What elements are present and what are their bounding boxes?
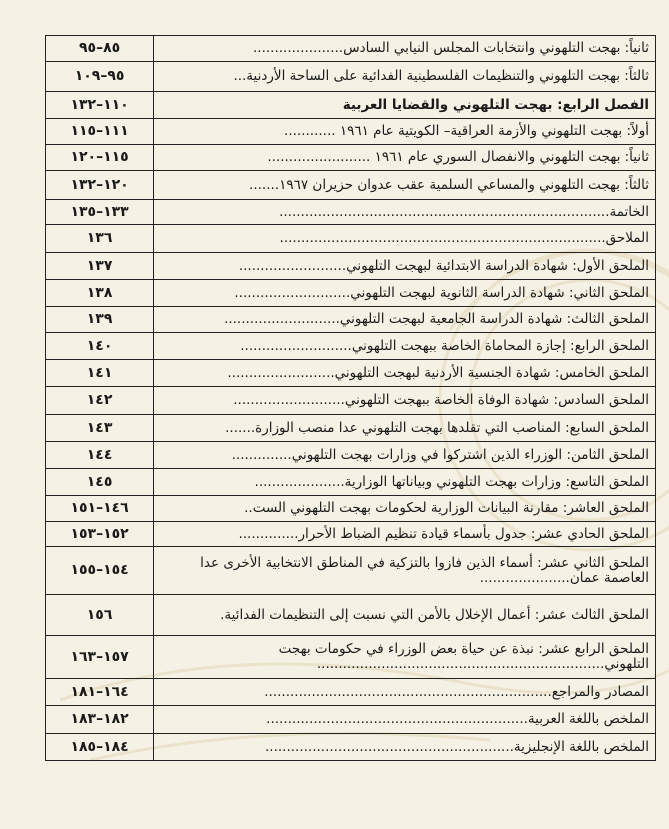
toc-row [46,679,656,706]
toc-entry-pages: ١٦٤–١٨١ [46,679,154,706]
toc-row [46,36,656,62]
toc-entry-title: ثالثاً: بهجت التلهوني والمساعي السلمية عقب عدوان حزيران ١٩٦٧....... [154,171,656,200]
toc-entry-pages: ١٣٩ [46,307,154,333]
toc-row [46,145,656,171]
toc-entry-pages: ١١٥–١٢٠ [46,145,154,171]
toc-entry-title: الملحق الثاني: شهادة الدراسة الثانوية لبهجت التلهوني........................... [154,280,656,307]
toc-entry-title: الملحق الأول: شهادة الدراسة الابتدائية لبهجت التلهوني......................... [154,253,656,280]
toc-entry-pages: ١٥٦ [46,595,154,636]
toc-entry-pages: ١١٠–١٣٢ [46,92,154,119]
toc-row [46,62,656,92]
toc-row [46,225,656,253]
toc-entry-title: الملخص باللغة العربية............................................................. [154,706,656,734]
toc-row [46,92,656,119]
toc-entry-title: الملحق الثاني عشر: أسماء الذين فازوا بالتزكية في المناطق الانتخابية الأخرى عدا العاصمة عمان..................... [154,547,656,595]
toc-row [46,253,656,280]
toc-entry-title: الملحق الرابع عشر: نبذة عن حياة بعض الوزراء في حكومات بهجت التلهوني................................................................... [154,636,656,679]
toc-row [46,415,656,442]
toc-entry-pages: ٨٥–٩٥ [46,36,154,62]
toc-row [46,442,656,469]
toc-row [46,595,656,636]
toc-entry-title: الملحق الخامس: شهادة الجنسية الأردنية لبهجت التلهوني......................... [154,360,656,387]
toc-row [46,307,656,333]
toc-entry-pages: ١٢٠–١٣٢ [46,171,154,200]
toc-entry-pages: ١٣٣–١٣٥ [46,200,154,225]
toc-entry-title: ثالثاً: بهجت التلهوني والتنظيمات الفلسطينية الفدائية على الساحة الأردنية... [154,62,656,92]
toc-row [46,496,656,522]
toc-entry-title: الملخص باللغة الإنجليزية.......................................................... [154,734,656,761]
toc-row [46,706,656,734]
toc-entry-title: الملحق الثامن: الوزراء الذين اشتركوا في وزارات بهجت التلهوني.............. [154,442,656,469]
toc-row [46,734,656,761]
toc-row [46,280,656,307]
toc-entry-title: الملحق الرابع: إجازة المحاماة الخاصة ببهجت التلهوني.......................... [154,333,656,360]
toc-entry-pages: ١٣٦ [46,225,154,253]
toc-entry-title: الملحق الحادي عشر: جدول بأسماء قيادة تنظيم الضباط الأحرار.............. [154,522,656,547]
toc-entry-title: الملحق السابع: المناصب التي تقلدها بهجت التلهوني عدا منصب الوزارة....... [154,415,656,442]
toc-row [46,119,656,145]
toc-entry-title: الملحق العاشر: مقارنة البيانات الوزارية لحكومات بهجت التلهوني الست.. [154,496,656,522]
toc-entry-title: ثانياً: بهجت التلهوني والانفصال السوري عام ١٩٦١ ........................ [154,145,656,171]
toc-entry-title: الملاحق............................................................................ [154,225,656,253]
toc-row [46,469,656,496]
toc-entry-title: أولاً: بهجت التلهوني والأزمة العراقية– الكويتية عام ١٩٦١ ............ [154,119,656,145]
toc-row [46,547,656,595]
toc-row [46,360,656,387]
toc-entry-title: الملحق الثالث عشر: أعمال الإخلال بالأمن التي نسبت إلى التنظيمات الفدائية. [154,595,656,636]
toc-entry-title: الفصل الرابع: بهجت التلهوني والقضايا العربية [154,92,656,119]
toc-entry-pages: ١٥٤–١٥٥ [46,547,154,595]
toc-entry-title: الملحق السادس: شهادة الوفاة الخاصة ببهجت التلهوني.......................... [154,387,656,415]
toc-entry-pages: ١٤١ [46,360,154,387]
toc-entry-pages: ١٥٧–١٦٣ [46,636,154,679]
toc-entry-pages: ١٤٢ [46,387,154,415]
toc-entry-title: الملحق التاسع: وزارات بهجت التلهوني وبياناتها الوزارية..................... [154,469,656,496]
toc-entry-title: المصادر والمراجع................................................................... [154,679,656,706]
toc-entry-title: الملحق الثالث: شهادة الدراسة الجامعية لبهجت التلهوني........................... [154,307,656,333]
toc-entry-title: ثانياً: بهجت التلهوني وانتخابات المجلس النيابي السادس..................... [154,36,656,62]
toc-entry-pages: ١٨٤–١٨٥ [46,734,154,761]
toc-row [46,200,656,225]
toc-entry-pages: ٩٥–١٠٩ [46,62,154,92]
toc-row [46,636,656,679]
toc-entry-pages: ١٤٤ [46,442,154,469]
toc-entry-pages: ١٤٥ [46,469,154,496]
table-of-contents [45,35,656,761]
toc-row [46,387,656,415]
toc-entry-pages: ١٣٨ [46,280,154,307]
toc-row [46,171,656,200]
toc-entry-pages: ١٥٢–١٥٣ [46,522,154,547]
toc-entry-title: الخاتمة............................................................................. [154,200,656,225]
toc-entry-pages: ١٣٧ [46,253,154,280]
toc-entry-pages: ١٤٣ [46,415,154,442]
toc-entry-pages: ١١١–١١٥ [46,119,154,145]
toc-row [46,333,656,360]
toc-entry-pages: ١٤٠ [46,333,154,360]
toc-entry-pages: ١٨٢–١٨٣ [46,706,154,734]
toc-row [46,522,656,547]
toc-entry-pages: ١٤٦–١٥١ [46,496,154,522]
